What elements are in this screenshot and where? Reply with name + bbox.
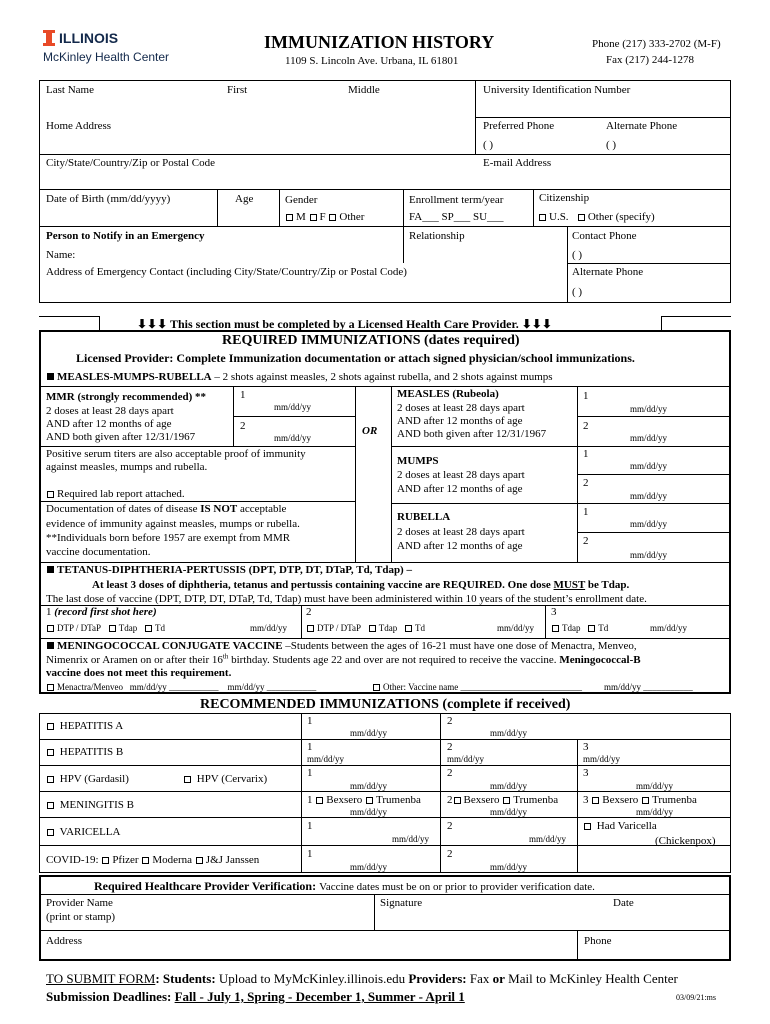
doc-note-1: Documentation of dates of disease IS NOT acceptable xyxy=(46,503,287,515)
center-phone: Phone (217) 333-2702 (M-F) xyxy=(592,38,721,50)
alt-phone-field[interactable]: ( ) xyxy=(572,286,583,298)
covid-dose-2-date[interactable]: mm/dd/yy xyxy=(490,862,528,872)
chickenpox-label: (Chickenpox) xyxy=(655,835,716,847)
trumenba-checkbox[interactable] xyxy=(642,797,649,804)
tdap-heading: TETANUS-DIPHTHERIA-PERTUSSIS (DPT, DTP, DT, DTaP, Td, Tdap) – xyxy=(46,564,412,577)
mening-line-3: vaccine does not meet this requirement. xyxy=(46,667,232,679)
varicella-checkbox[interactable] xyxy=(47,829,54,836)
enrollment-terms[interactable]: FA___ SP___ SU___ xyxy=(409,211,504,223)
lab-report-checkbox[interactable] xyxy=(47,491,54,498)
td-checkbox[interactable] xyxy=(405,625,412,632)
other-vaccine-date[interactable]: mm/dd/yy ___________ xyxy=(604,682,693,692)
alternate-phone-field[interactable]: ( ) xyxy=(606,139,617,151)
mumps-rule-2: AND after 12 months of age xyxy=(397,483,523,495)
last-name-label: Last Name xyxy=(46,84,94,96)
mumps-label: MUMPS xyxy=(397,455,439,467)
tdap-dose-2-date[interactable]: mm/dd/yy xyxy=(497,623,535,633)
gender-options: M F Other xyxy=(285,211,364,224)
mmr-rule-2: AND after 12 months of age xyxy=(46,418,172,430)
mmr-dose-1-number: 1 xyxy=(240,389,246,401)
pfizer-checkbox[interactable] xyxy=(102,857,109,864)
hepa-dose-1-date[interactable]: mm/dd/yy xyxy=(350,728,388,738)
illinois-block-i-logo xyxy=(43,30,55,46)
tdap-dose-3-label: 3 xyxy=(551,606,557,618)
provider-phone-label: Phone xyxy=(584,935,612,947)
mmr-dose-1-date[interactable]: mm/dd/yy xyxy=(274,402,312,412)
mening-heading: MENINGOCOCCAL CONJUGATE VACCINE –Students between the ages of 16-21 must have one dose of Menactra, Menveo, xyxy=(46,640,637,653)
rubella-label: RUBELLA xyxy=(397,511,451,523)
rubella-dose-2-number: 2 xyxy=(583,535,589,547)
doc-note-3: **Individuals born before 1957 are exempt from MMR xyxy=(46,532,291,544)
us-checkbox[interactable] xyxy=(539,214,546,221)
mmr-dose-2-number: 2 xyxy=(240,420,246,432)
tdap-dose-2-label: 2 xyxy=(306,606,312,618)
measles-dose-2-date[interactable]: mm/dd/yy xyxy=(630,433,668,443)
first-name-label: First xyxy=(227,84,248,96)
mumps-rule-1: 2 doses at least 28 days apart xyxy=(397,469,525,481)
covid-dose-1-number: 1 xyxy=(307,848,313,860)
verification-heading: Required Healthcare Provider Verification: Vaccine dates must be on or prior to provider verification date. xyxy=(94,879,595,893)
hpv-dose-3-number: 3 xyxy=(583,767,589,779)
hepb-dose-3-number: 3 xyxy=(583,741,589,753)
revision-code: 03/09/21:ms xyxy=(676,993,717,1002)
hpv-cervarix-option: HPV (Cervarix) xyxy=(183,773,267,786)
tdap-dose-1-label: 1 (record first shot here) xyxy=(46,606,157,618)
hepa-dose-2-date[interactable]: mm/dd/yy xyxy=(490,728,528,738)
mumps-dose-2-date[interactable]: mm/dd/yy xyxy=(630,491,668,501)
signature-label: Signature xyxy=(380,897,423,909)
td-checkbox[interactable] xyxy=(145,625,152,632)
tdap-dose-3-options: Tdap Td xyxy=(551,623,608,634)
hpv-dose-3-date[interactable]: mm/dd/yy xyxy=(636,781,674,791)
tdap-checkbox[interactable] xyxy=(109,625,116,632)
varicella-dose-1-date[interactable]: mm/dd/yy xyxy=(392,834,430,844)
dtp-checkbox[interactable] xyxy=(307,625,314,632)
cervarix-checkbox[interactable] xyxy=(184,776,191,783)
bullet-icon xyxy=(47,566,54,573)
city-label: City/State/Country/Zip or Postal Code xyxy=(46,157,215,169)
email-label: E-mail Address xyxy=(483,157,552,169)
other-vaccine-checkbox[interactable] xyxy=(373,684,380,691)
submission-deadlines: Submission Deadlines: Fall - July 1, Spring - December 1, Summer - April 1 xyxy=(46,989,465,1004)
measles-dose-1-number: 1 xyxy=(583,390,589,402)
measles-rule-2: AND after 12 months of age xyxy=(397,415,523,427)
relationship-label: Relationship xyxy=(409,230,465,242)
verification-date-label: Date xyxy=(613,897,634,909)
menb-dose-2: 2 Bexsero Trumenba xyxy=(447,794,559,806)
mening-line-2: Nimenrix or Aramen on or after their 16th birthday. Students age 22 and over are not required to receive the vaccine. Meningococcal-B xyxy=(46,652,641,666)
bexsero-checkbox[interactable] xyxy=(592,797,599,804)
other-vaccine-option: Other: Vaccine name ___________________________ xyxy=(372,682,582,693)
emergency-name-label: Name: xyxy=(46,249,76,261)
hepatitis-a-checkbox[interactable] xyxy=(47,723,54,730)
tdap-requirement: At least 3 doses of diphtheria, tetanus and pertussis containing vaccine are REQUIRED. One dose MUST be Tdap. xyxy=(92,579,630,591)
mmr-heading: MEASLES-MUMPS-RUBELLA – 2 shots against measles, 2 shots against rubella, and 2 shots against mumps xyxy=(46,371,553,384)
contact-phone-field[interactable]: ( ) xyxy=(572,249,583,261)
gender-f-checkbox[interactable] xyxy=(310,214,317,221)
varicella-option: VARICELLA xyxy=(46,826,120,839)
provider-name-label: Provider Name xyxy=(46,897,113,909)
brand-name: ILLINOIS xyxy=(59,30,119,46)
mumps-dose-1-number: 1 xyxy=(583,448,589,460)
hepa-dose-1-number: 1 xyxy=(307,715,313,727)
menactra-checkbox[interactable] xyxy=(47,684,54,691)
hepb-dose-1-number: 1 xyxy=(307,741,313,753)
uin-label: University Identification Number xyxy=(483,84,631,96)
meningitis-b-option: MENINGITIS B xyxy=(46,799,134,812)
mmr-rule-3: AND both given after 12/31/1967 xyxy=(46,431,196,443)
doc-note-4: vaccine documentation. xyxy=(46,546,151,558)
measles-dose-1-date[interactable]: mm/dd/yy xyxy=(630,404,668,414)
rubella-rule-2: AND after 12 months of age xyxy=(397,540,523,552)
hpv-gardasil-option: HPV (Gardasil) xyxy=(46,773,129,786)
tdap-dose-1-date[interactable]: mm/dd/yy xyxy=(250,623,288,633)
citizenship-label: Citizenship xyxy=(539,192,590,204)
hpv-dose-1-number: 1 xyxy=(307,767,313,779)
citizenship-options: U.S. Other (specify) xyxy=(538,211,655,224)
meningitis-b-checkbox[interactable] xyxy=(47,802,54,809)
rubella-rule-1: 2 doses at least 28 days apart xyxy=(397,526,525,538)
hpv-dose-2-date[interactable]: mm/dd/yy xyxy=(490,781,528,791)
lab-report-option: Required lab report attached. xyxy=(46,488,185,501)
rubella-dose-1-date[interactable]: mm/dd/yy xyxy=(630,519,668,529)
covid-dose-2-number: 2 xyxy=(447,848,453,860)
down-arrows-icon: ⬇⬇⬇ xyxy=(137,317,168,331)
center-name: McKinley Health Center xyxy=(43,50,170,64)
bullet-icon xyxy=(47,642,54,649)
tdap-checkbox[interactable] xyxy=(552,625,559,632)
hepatitis-b-option: HEPATITIS B xyxy=(46,746,123,759)
gardasil-checkbox[interactable] xyxy=(47,776,54,783)
print-stamp-label: (print or stamp) xyxy=(46,911,116,923)
mumps-dose-1-date[interactable]: mm/dd/yy xyxy=(630,461,668,471)
mmr-rule-1: 2 doses at least 28 days apart xyxy=(46,405,174,417)
rubella-dose-2-date[interactable]: mm/dd/yy xyxy=(630,550,668,560)
required-subtitle: Licensed Provider: Complete Immunization documentation or attach signed physician/school immunizations. xyxy=(76,351,635,365)
td-checkbox[interactable] xyxy=(588,625,595,632)
hepb-dose-1-date[interactable]: mm/dd/yy xyxy=(307,754,345,764)
mmr-strong-label: MMR (strongly recommended) ** xyxy=(46,391,206,403)
other-citizenship-checkbox[interactable] xyxy=(578,214,585,221)
tdap-dose-2-options: DTP / DTaP Tdap Td xyxy=(306,623,425,634)
bullet-icon xyxy=(47,373,54,380)
provider-banner: ⬇⬇⬇ This section must be completed by a Licensed Health Care Provider. ⬇⬇⬇ xyxy=(137,317,552,331)
covid-dose-1-date[interactable]: mm/dd/yy xyxy=(350,862,388,872)
center-fax: Fax (217) 244-1278 xyxy=(606,54,694,66)
titers-note-2: against measles, mumps and rubella. xyxy=(46,461,208,473)
enrollment-label: Enrollment term/year xyxy=(409,194,504,206)
rubella-dose-1-number: 1 xyxy=(583,506,589,518)
varicella-dose-2-number: 2 xyxy=(447,820,453,832)
menb-dose-3: 3 Bexsero Trumenba xyxy=(583,794,697,806)
preferred-phone-label: Preferred Phone xyxy=(483,120,555,132)
hepb-dose-2-number: 2 xyxy=(447,741,453,753)
hepatitis-b-checkbox[interactable] xyxy=(47,749,54,756)
dob-label: Date of Birth (mm/dd/yyyy) xyxy=(46,193,171,205)
recommended-title: RECOMMENDED IMMUNIZATIONS (complete if received) xyxy=(200,697,571,712)
hepb-dose-3-date[interactable]: mm/dd/yy xyxy=(583,754,621,764)
mening-options: Menactra/Menveo mm/dd/yy ___________ mm/dd/yy ___________ xyxy=(46,682,316,693)
hpv-dose-2-number: 2 xyxy=(447,767,453,779)
had-varicella-option: Had Varicella xyxy=(583,820,657,833)
varicella-dose-1-number: 1 xyxy=(307,820,313,832)
provider-address-label: Address xyxy=(46,935,83,947)
menb-dose-3-date[interactable]: mm/dd/yy xyxy=(636,807,674,817)
gender-other-checkbox[interactable] xyxy=(329,214,336,221)
tdap-dose-3-date[interactable]: mm/dd/yy xyxy=(650,623,688,633)
middle-name-label: Middle xyxy=(348,84,380,96)
measles-rule-3: AND both given after 12/31/1967 xyxy=(397,428,547,440)
hepb-dose-2-date[interactable]: mm/dd/yy xyxy=(447,754,485,764)
tdap-checkbox[interactable] xyxy=(369,625,376,632)
tdap-dose-1-options: DTP / DTaP Tdap Td xyxy=(46,623,165,634)
trumenba-checkbox[interactable] xyxy=(503,797,510,804)
mmr-dose-2-date[interactable]: mm/dd/yy xyxy=(274,433,312,443)
titers-note-1: Positive serum titers are also acceptable proof of immunity xyxy=(46,448,306,460)
age-label: Age xyxy=(235,193,254,205)
page-title: IMMUNIZATION HISTORY xyxy=(264,32,495,52)
measles-dose-2-number: 2 xyxy=(583,420,589,432)
dtp-checkbox[interactable] xyxy=(47,625,54,632)
jj-checkbox[interactable] xyxy=(196,857,203,864)
hepa-dose-2-number: 2 xyxy=(447,715,453,727)
alternate-phone-label: Alternate Phone xyxy=(606,120,678,132)
gender-m-checkbox[interactable] xyxy=(286,214,293,221)
menb-dose-1-date[interactable]: mm/dd/yy xyxy=(350,807,388,817)
moderna-checkbox[interactable] xyxy=(142,857,149,864)
covid-options: COVID-19: Pfizer Moderna J&J Janssen xyxy=(46,854,260,866)
contact-phone-label: Contact Phone xyxy=(572,230,637,242)
hpv-dose-1-date[interactable]: mm/dd/yy xyxy=(350,781,388,791)
doc-note-2: evidence of immunity against measles, mumps or rubella. xyxy=(46,518,300,530)
mumps-dose-2-number: 2 xyxy=(583,477,589,489)
preferred-phone-field[interactable]: ( ) xyxy=(483,139,494,151)
down-arrows-icon: ⬇⬇⬇ xyxy=(521,317,552,331)
menb-dose-1: 1 Bexsero Trumenba xyxy=(307,794,421,806)
center-address: 1109 S. Lincoln Ave. Urbana, IL 61801 xyxy=(285,55,459,67)
or-divider: OR xyxy=(362,425,378,437)
gender-label: Gender xyxy=(285,194,318,206)
required-title: REQUIRED IMMUNIZATIONS (dates required) xyxy=(222,333,520,348)
alt-phone-label: Alternate Phone xyxy=(572,266,644,278)
measles-rule-1: 2 doses at least 28 days apart xyxy=(397,402,525,414)
bexsero-checkbox[interactable] xyxy=(454,797,461,804)
home-address-label: Home Address xyxy=(46,120,112,132)
varicella-dose-2-date[interactable]: mm/dd/yy xyxy=(529,834,567,844)
had-varicella-checkbox[interactable] xyxy=(584,823,591,830)
bexsero-checkbox[interactable] xyxy=(316,797,323,804)
submit-instructions: TO SUBMIT FORM: Students: Upload to MyMcKinley.illinois.edu Providers: Fax or Mail to McKinley Health Center xyxy=(46,971,678,986)
hepatitis-a-option: HEPATITIS A xyxy=(46,720,123,733)
trumenba-checkbox[interactable] xyxy=(366,797,373,804)
emergency-heading: Person to Notify in an Emergency xyxy=(46,230,205,242)
menb-dose-2-date[interactable]: mm/dd/yy xyxy=(490,807,528,817)
measles-label: MEASLES (Rubeola) xyxy=(397,388,499,400)
tdap-last-dose-note: The last dose of vaccine (DPT, DTP, DT, DTaP, Td, Tdap) must have been administered within 10 years of the student’s enrollment date. xyxy=(46,593,647,605)
emergency-address-label: Address of Emergency Contact (including City/State/Country/Zip or Postal Code) xyxy=(46,266,407,278)
